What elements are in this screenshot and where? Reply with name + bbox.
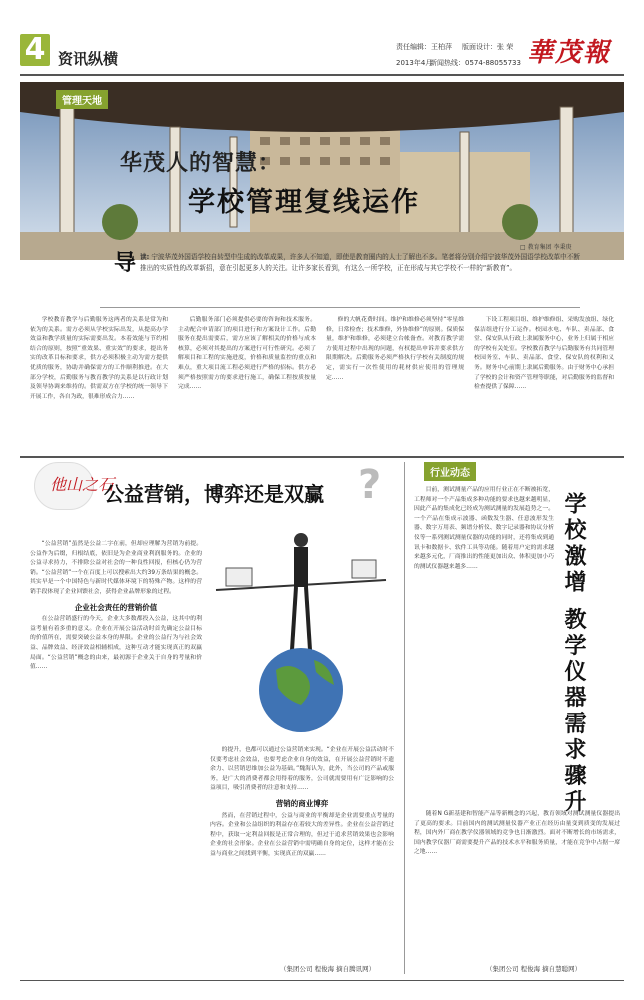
column-badge: 他山之石: [50, 475, 115, 494]
lead-paragraph: [140, 252, 580, 273]
article1-column-1: 学校教育教学与后勤服务这两者的关系是常为和依为的关系。需方必须从学校实际出发，从提高办学效益和教学质量的实际需要出发。本着效能与节约相结合的原则，按照“重效果、重实效”的要求，提出务实的改革目标和要求，供方必须积极主动为需方提供优质的服务，协助并确保需方的工作顺利推进。在大部分学校，后勤服务与教育教学的关系是以行政计划及领导协调来维持的。供需双方在学校的统一领导下开展工作，各自为政，很难形成合力……: [30, 317, 168, 400]
designer-credit: 版面设计：张 荣: [462, 43, 514, 51]
section-divider: [20, 456, 624, 458]
section-name: 资讯纵横: [58, 50, 119, 68]
lead-initial: 导: [114, 250, 137, 276]
page-number: 4: [20, 34, 50, 66]
article2-credit: （集团公司 程俊海 摘自腾讯网）: [280, 965, 376, 973]
balance-illustration: [206, 520, 396, 740]
article2-column-2: 的提升，也都可以通过公益营销来实现。“企业在开展公益活动时不仅要考虑社会效益，也要考虑企业自身的效益，在开展公益营销时不遗余力、以营销思维加公益为基础。”魏海认为，此外，当公司的产品或服务，是广大的消费者都会用得着的服务，公司就需要用有广泛影响的公益项目，吸引消费者的注意和支持…… 营销的商业博弈 然而，在营销过程中，公益与商业的平衡却是企业需要重点考量的内容。企业和公益组织的利益存在着较大的差异性。企业在公益营销过程中，获取一定利益回报是正常合理的，但过于追求营销效果也会影响企业的社会形象。企业在公益营销中需明确自身的定位，这样才能在公益与商业之间找到平衡，实现真正的双赢……: [210, 747, 394, 857]
question-mark-icon: ?: [358, 462, 382, 508]
article1-column-3: 修的大帆花费时间。维护和维修必须坚持“零星维修，日常检查；技术维修，外协维修”的原则。保质保量，维护和维修，必须建立台帐备查。对教育教学需方使用过程中出现的问题，有权提出申诉并要求供方限期解决。后勤服务必须严格执行学校有关制度的规定，需实行一次性使用的耗材供应使用的管理规定……: [326, 317, 464, 381]
article1-title-line1: 华茂人的智慧：: [120, 151, 282, 176]
header-rule: [20, 74, 624, 76]
article1-title-line2: 学校管理复线运作: [188, 187, 420, 218]
column-rule: [404, 462, 405, 974]
campus-corridor-illustration: [20, 82, 624, 260]
lead-body: 宁波华茂外国语学校自转型中生成的改革成果，许多人不知道，即使是教育圈内的人士了解也不多。笔者将分别介绍宁波华茂外国语学校改革中不断推出的实质性的改革新招，意在引起更多人的关注。让许多家长看到，有这么一所学校，正在形成与其它学校不一样的“新教育”。: [140, 253, 580, 272]
column-tag-industry: 行业动态: [424, 462, 476, 481]
photo-credit: □ 教育集团 李秉庚: [520, 244, 572, 251]
article3-column-1: 目前，测试测量产品的应用行业正在不断被拓宽，工程师对一个产品集成多种功能的要求也越来越明显，因此产品的集成化已经成为测试测量的发展趋势之一。一个产品在集成示波器、函数发生器、任意波形发生器、数字万用表、频谱分析仪、数字记录器和协议分析仪等一系列测试测量仪器的功能的同时，还将集成到通讯卡和数据卡、软件工具等功能。随着用户定的需求越来越多元化，厂商推出的性能更加出众、体积更加小巧的测试仪器越来越多……: [414, 487, 554, 570]
article3-title: 学校激增 教学仪器需求骤升: [561, 492, 587, 816]
globe-balance-icon: [206, 520, 396, 740]
hero-photo: [20, 82, 624, 260]
footer-rule: [20, 980, 624, 981]
article3-credit: （集团公司 程俊海 摘自慧聪网）: [486, 965, 582, 973]
article1-column-4: 下设工程项目组、维护维修组、采购发放组、绿化保洁组进行分工运作。校园水电、车队、卖品部、食堂、保安队从行政上隶属服务中心，业务上归属于相应的学校有关处室。学校教育教学与后勤服务有共同管理校园务室、车队、卖品部、食堂、保安队的权利和义务。财务中心前期上隶属后勤服务。由于财务中心承担了学校的会计和资产管理等职能，对后勤服务的监督和检查提供了保障……: [474, 317, 614, 391]
article3-column-2: 随着N G新基建和智能产品等新概念的兴起，教育领域对测试测量仪器提出了更高的要求。目前国内的测试测量仪器产业正在经历由量变到质变的发展过程，国内外厂商在教学仪器领域的竞争也日渐激烈。面对不断增长的市场需求，国内教学仪器厂商需要提升产品的技术水平和服务质量，才能在竞争中占据一席之地……: [414, 811, 620, 856]
editor-credit: 责任编辑：王柏萍: [396, 43, 452, 51]
article2-column-1: “公益营销”虽然是公益二字在前，但却应理解为营销为前提。公益作为后缀，归根结底，依旧是为企业商业利润服务的。企业的公益寻求持力，不排除公益对社会的一种良性回报，但核心仍为营销。“公益营销”一个在百度上可以搜索出大约39万条结果的概念。其实早是一个中国特色与新时代媒体环境下的特殊产物。这样的营销手段体现了企业回馈社会，获得企业品牌形象的过程。 企业社会责任的营销价值 在公益营销盛行的今天，企业大多数都投入公益，这其中的利益考量有着多重的意义。企业在开展公益活动时首先确定公益目标的价值所在，需要突破公益本身的界限。企业的公益行为与社会效益、品牌效益、经济效益相辅相成，这种互动才能实现真正的双赢局面。“公益营销”概念的由来，最初源于企业关于自身的考量和价值……: [30, 541, 202, 671]
article2-title: 公益营销，博弈还是双赢: [104, 482, 324, 506]
article1-column-2: 后勤服务部门必须提供必要的咨询和技术服务。主动配合申请部门的项目进行和方案设计工作。后勤服务在提出需要后，需方应该了解相关的价格与成本核算，必须对其提出的方案进行可行性研究。必须了解项目和工程的实施进度，价格和质量监控的重点和难点，重大项目流工程必须进行严格的招标。供方必须严格按照需方的要求进行施工，确保工程按质按量完成……: [178, 317, 316, 391]
lead-label: 读:: [140, 253, 150, 261]
issue-date: 2013年4月: [396, 59, 433, 67]
newspaper-logo: 華茂報: [527, 38, 612, 68]
news-hotline: 新闻热线：0574-88055733: [430, 59, 521, 67]
article2-subhead-2: 营销的商业博弈: [275, 798, 329, 808]
article2-subhead-1: 企业社会责任的营销价值: [74, 602, 158, 612]
column-tag-management: 管理天地: [56, 90, 108, 109]
